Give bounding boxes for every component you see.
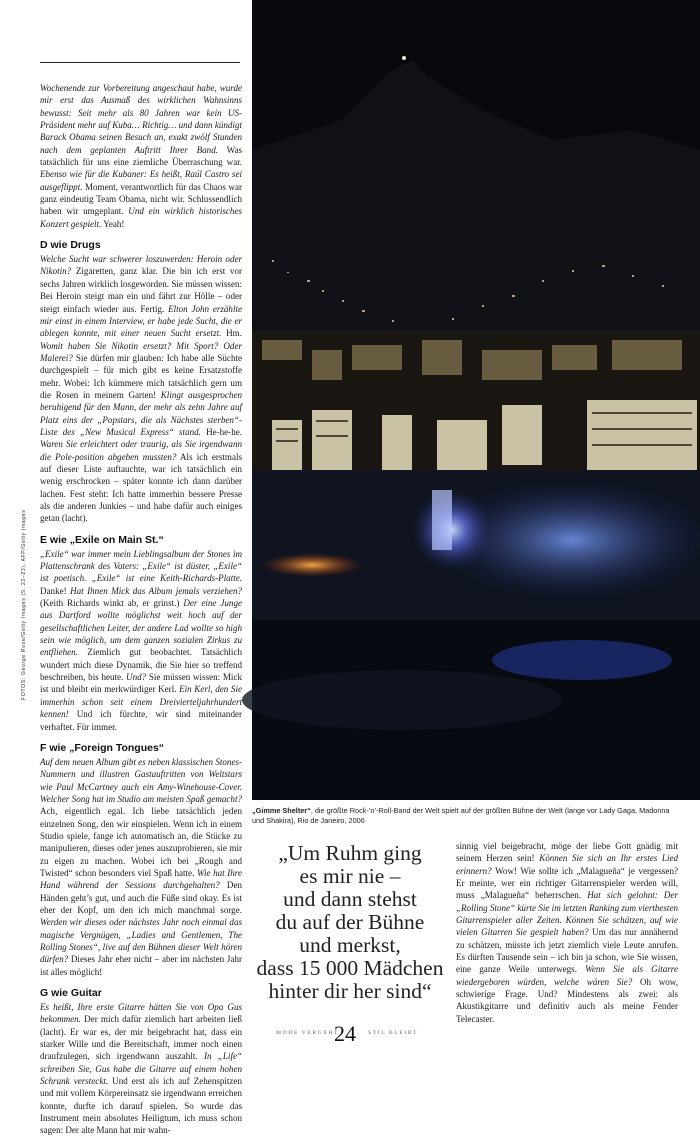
answer: Um das nur annähernd zu schätzen, müsste ich jetzt ziemlich viele Leute anrufen. Es dürften Tausende sein – ich bin ja schon, wie Sie wissen, eine ganze Weile unterwegs. [456,927,678,975]
question: Der eine Junge aus Dartford wollte möglichst weit hoch auf der gesellschaftlichen Leiter, der andere Lad wollte so high sein wie möglich, um dem ganzen sozialen Zirkus zu entfliehen. [40,598,242,658]
question: Elton John erzählte mir einst in einem Interview, er habe jede Sucht, die er ablegen konnte, mit einer neuen Sucht ersetzt. [40,303,243,339]
answer: Dieses Jahr eher nicht – aber im nächsten Jahr ist alles möglich! [40,954,242,977]
left-column [40,82,242,1137]
quote-line: dass 15 000 Mädchen [256,956,444,980]
answer: Oh wow, schwierige Frage. Und? Mindestens als zwei: als Akustikgitarre und definitiv auch als meine Fender Telecaster. [456,976,678,1024]
intro-question: Wochenende zur Vorbereitung angeschaut habe, wurde mir erst das Ausmaß des wirklichen Wahnsinns bewusst: Seit mehr als 80 Jahren war kein US-Präsident mehr auf Kuba… Richtig… und dann kündigt Barack Obama seinen Besuch an, exakt zwölf Stunden nach dem geplanten Auftritt Ihrer Band. [40,83,242,155]
answer: Ach, eigentlich egal. Ich liebe tatsächlich jeden einzelnen Song, den wir einspielen. Wenn ich in einem Studio spiele, fange ich automatisch an, die Stücke zu manipulieren, dieses oder jenes auszuprobieren, sie mir zu eigen zu machen. Wobei ich bei „Rough and Twisted“ schon besonders viel Spaß hatte. [40,806,242,878]
section-f-text [40,756,242,978]
section-heading-g: G wie Guitar [40,987,102,1000]
caption-title: „Gimme Shelter“ [252,806,311,815]
concert-photo [252,0,700,800]
question: Auf dem neuen Album gibt es neben klassischen Stones-Nummern und illustren Gastauftritten von Weltstars wie Paul McCartney auch ein Amy-Winehouse-Cover. Welcher Song hat im Studio am meisten Spaß gemacht? [40,756,242,804]
answer: sinnig viel beigebracht, möge der liebe Gott gnädig mit seinem Herzen sein! [456,841,678,864]
footer-right: STIL BLEIBT [368,1030,419,1036]
question: Hat Ihnen Mick das Album jemals verziehen? [70,585,242,596]
question: Welche Sucht war schwerer loszuwerden: Heroin oder Nikotin? [40,254,242,277]
quote-line: und dann stehst [283,887,417,911]
section-e-text [40,548,242,733]
intro-question: Und ein wirklich historisches Konzert gespielt. [40,206,242,229]
section-heading-e: E wie „Exile on Main St.“ [40,533,164,546]
question: Klingt ausgesprochen beruhigend für den Mann, der mehr als zehn Jahre auf Platz eins der „Popstars, die als Nächstes sterben“-Liste des „New Musical Express“ stand. [40,389,242,437]
answer: Sie müssen wissen: Mick ist und bleibt ein merkwürdiger Kerl. [40,672,242,695]
intro-answer: Yeah! [101,218,125,229]
intro-answer: Moment, verantwortlich für das Chaos war ganz eindeutig Team Obama, nicht wir. Schlussendlich haben wir umgeplant. [40,181,242,217]
answer: Und erst als ich auf Zehenspitzen und mit vollem Körpereinsatz sie irgendwann erreichen konnte, durfte ich darauf spielen. So wurde das Instrument mein absolutes Heiligtum, ich muss schon sagen: Der alte Mann hat mir wahn- [40,1076,242,1136]
answer: Hm. [221,328,242,339]
right-column [456,840,678,1025]
answer: Der mich dafür ziemlich hart arbeiten ließ (lacht). Er war es, der mir beigebracht hat, dass ein starker Wille und die Bereitschaft, immer noch einen draufzulegen, sich irgendwann auszahlt. [40,1014,242,1062]
answer: Als ich erstmals auf dieser Liste auftauchte, war ich tatsächlich ein wenig erschrocken – später konnte ich dann darüber lachen. Fest steht: Ich hatte immerhin bessere Presse als die anderen Junkies – und habe dafür auch einiges getan (lacht). [40,451,242,524]
answer: Sie dürfen mir glauben: Ich habe alle Süchte durchgespielt – für mich gibt es keine Ersatzstoffe mehr. Wobei: Ich kümmere mich tatsächlich gern um die Rosen in meinem Garten! [40,352,242,400]
section-d-text [40,253,242,525]
answer: Den Händen geht’s gut, und auch die Füße sind okay. Es ist eher der Kopf, um den ich mich manchmal sorge. [40,880,242,915]
intro-paragraph [40,82,242,230]
answer: Danke! [40,585,71,596]
page-footer [0,1021,700,1054]
intro-answer: Was tatsächlich für uns eine ziemliche Überraschung war. [40,144,243,168]
answer: (Keith Richards winkt ab, er grinst.) [40,598,184,609]
question: Können Sie sich an Ihr erstes Lied erinnern? [456,853,678,876]
answer: Wow! Wie sollte ich „Malagueña“ je vergessen? Er meinte, wer ein richtiger Gitarrenspieler werden will, muss „Malagueña“ beherrschen. [456,865,678,901]
question: In „Life“ schreiben Sie, Gus habe die Gitarre auf einem hohen Schrank versteckt. [40,1051,243,1087]
question: Womit haben Sie Nikotin ersetzt? Mit Sport? Oder Malerei? [40,340,242,363]
top-rule [40,62,240,63]
quote-line: du auf der Bühne [275,910,425,934]
caption-text: , die größte Rock-’n’-Roll-Band der Welt spielt auf der größten Bühne der Welt (lange vor Lady Gaga, Madonna und Shakira), Rio de Janeiro, 2006 [252,806,670,825]
section-heading-d: D wie Drugs [40,239,101,252]
question: Wie hat Ihre Hand während der Sessions durchgehalten? [40,867,243,891]
question: Waren Sie erleichtert oder traurig, als Sie irgendwann die Pole-position abgeben mussten? [40,439,242,462]
question: Hat sich gelohnt: Der „Rolling Stone“ kürte Sie im letzten Ranking zum viertbesten Gitarrenspieler aller Zeiten. Können Sie schätzen, auf wie vielen Gitarren Sie gespielt haben? [456,890,678,938]
intro-question: Ebenso wie für die Kubaner: Es heißt, Raúl Castro sei ausgeflippt. [40,169,242,192]
question: Ein Kerl, den Sie immerhin schon seit einem Dreivierteljahrhundert kennen! [40,684,242,720]
right-column-text [456,840,678,1025]
quote-line: es mir nie – [299,864,401,888]
question: Wenn Sie als Gitarre wiedergeboren würden, welche wären Sie? [456,964,678,987]
question: „Exile“ war immer mein Lieblingsalbum der Stones im Plattenschrank des Vaters: „Exile“ ist düster, „Exile“ ist poetisch. „Exile“ ist eine Keith-Richards-Platte. [40,548,242,584]
pull-quote [252,842,448,1003]
footer-left: MODE VERGEHT [276,1030,340,1036]
answer: He-he-he. [200,426,242,437]
answer: Ziemlich gut beobachtet. Tatsächlich wundert mich diese Dynamik, die Sie hier so treffend beschreiben, bis heute. [40,647,242,683]
photo-credit: FOTOS: George Rose/Getty Images (S. 22–23), AFP/Getty Images [21,509,27,700]
question: Und? [126,672,147,683]
quote-line: und merkst, [299,933,401,957]
answer: Zigaretten, ganz klar. Die bin ich erst vor sechs Jahren wirklich losgeworden. Sie müssen wissen: Bei Heroin steigt man ein und fährt zur Hölle – oder steigt einfach wieder aus. Fertig. [40,266,242,314]
quote-line: „Um Ruhm ging [278,841,422,865]
quote-line: hinter dir her sind“ [268,979,432,1003]
question: Werden wir dieses oder nächstes Jahr noch einmal das magische Vergnügen, „Ladies and Gentlemen, The Rolling Stones“, live auf den Bühnen dieser Welt hören dürfen? [40,917,242,965]
answer: Und ich fürchte, wir sind miteinander verhaftet. Für immer. [40,709,242,732]
question: Es heißt, Ihre erste Gitarre hätten Sie von Opa Gus bekommen. [40,1002,242,1025]
section-g-text [40,1001,242,1137]
section-heading-f: F wie „Foreign Tongues“ [40,741,165,754]
page-number: 24 [334,1021,356,1046]
rio-night-image [252,0,700,800]
photo-caption [252,806,672,825]
